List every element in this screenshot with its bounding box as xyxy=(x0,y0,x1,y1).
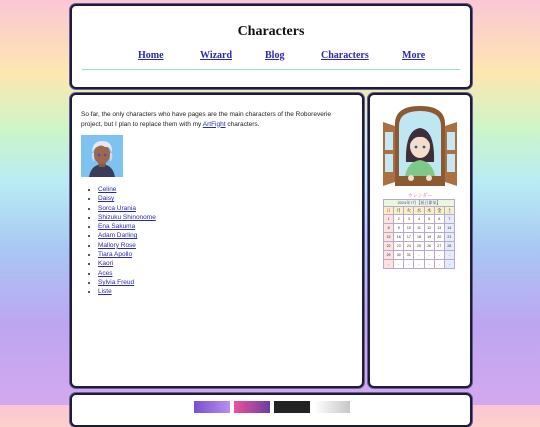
list-item xyxy=(98,269,156,278)
calendar-day: - xyxy=(424,251,434,260)
calendar-day: - xyxy=(444,260,454,269)
page-title: Characters xyxy=(237,24,305,39)
calendar-day: - xyxy=(414,251,424,260)
calendar-day: 20 xyxy=(434,233,444,242)
calendar-day: - xyxy=(444,251,454,260)
calendar-caption: 2024年7月【祝日節気】 xyxy=(383,199,455,206)
header-divider xyxy=(82,69,460,70)
main-content-panel xyxy=(70,93,364,388)
list-item xyxy=(98,222,156,231)
nav-link-blog[interactable]: Blog xyxy=(265,50,285,61)
sidebar-panel xyxy=(368,93,472,388)
footer-badge[interactable] xyxy=(234,401,270,413)
artfight-link[interactable]: ArtFight xyxy=(202,120,226,128)
character-link[interactable]: Celine xyxy=(98,186,117,193)
calendar-weekday: 木 xyxy=(424,207,434,215)
nav-link-more[interactable]: More xyxy=(402,50,426,61)
calendar-day: 23 xyxy=(394,242,404,251)
list-item xyxy=(98,250,156,259)
calendar-day: 12 xyxy=(424,224,434,233)
list-item xyxy=(98,204,156,213)
header-panel xyxy=(70,4,472,89)
list-item xyxy=(98,241,156,250)
calendar-day: 31 xyxy=(404,251,414,260)
calendar-day: 18 xyxy=(414,233,424,242)
calendar-day: 25 xyxy=(414,242,424,251)
calendar-day: 13 xyxy=(434,224,444,233)
list-item xyxy=(98,194,156,203)
calendar-day: - xyxy=(434,260,444,269)
list-item xyxy=(98,231,156,240)
calendar-day: - xyxy=(434,251,444,260)
calendar-week-row xyxy=(384,233,455,242)
character-list xyxy=(88,185,156,297)
calendar-week-row xyxy=(384,242,455,251)
character-link[interactable]: Shizuku Shinonome xyxy=(98,213,156,221)
intro-text: So far, the only characters who have pages are the main characters of the Roboreverie project, but I plan to replace them with my xyxy=(81,111,332,128)
footer-badge[interactable] xyxy=(194,401,230,413)
list-item xyxy=(98,213,156,222)
calendar-day: 27 xyxy=(434,242,444,251)
calendar-day: 28 xyxy=(444,242,454,251)
window-girl-illustration xyxy=(381,102,459,187)
character-link[interactable]: Daisy xyxy=(98,195,115,203)
intro-paragraph xyxy=(81,110,351,129)
calendar-title: カレンダー xyxy=(407,193,433,199)
nav-link-wizard[interactable]: Wizard xyxy=(200,50,233,61)
calendar-day: 24 xyxy=(404,242,414,251)
character-link[interactable]: Liste xyxy=(98,288,112,296)
calendar-day: - xyxy=(414,260,424,269)
avatar-illustration xyxy=(81,135,123,177)
calendar-weekday: 金 xyxy=(434,207,444,215)
footer-badge[interactable] xyxy=(274,401,310,413)
calendar-week-row xyxy=(384,251,455,260)
calendar-day: 11 xyxy=(414,224,424,233)
calendar-day: - xyxy=(404,260,414,269)
calendar-day: 26 xyxy=(424,242,434,251)
calendar-day: 7 xyxy=(444,215,454,224)
calendar-day: 17 xyxy=(404,233,414,242)
calendar-day: 14 xyxy=(444,224,454,233)
calendar-week-row xyxy=(384,215,455,224)
list-item xyxy=(98,278,156,287)
calendar-day: 2 xyxy=(394,215,404,224)
footer-panel xyxy=(70,393,472,427)
calendar-day: - xyxy=(394,260,404,269)
calendar-day: 22 xyxy=(384,242,394,251)
calendar-weekday: 火 xyxy=(404,207,414,215)
calendar-week-row xyxy=(384,224,455,233)
calendar-day: 4 xyxy=(414,215,424,224)
calendar-day: 8 xyxy=(384,224,394,233)
character-link[interactable]: Adam Darling xyxy=(98,232,138,240)
calendar-week-row xyxy=(384,260,455,269)
calendar xyxy=(383,199,455,269)
calendar-weekday: 日 xyxy=(384,207,394,215)
calendar-day: 16 xyxy=(394,233,404,242)
character-link[interactable]: Mallory Rose xyxy=(98,241,136,249)
list-item xyxy=(98,287,156,296)
calendar-day: 9 xyxy=(394,224,404,233)
calendar-day: 15 xyxy=(384,233,394,242)
calendar-day: - xyxy=(424,260,434,269)
calendar-day: 21 xyxy=(444,233,454,242)
calendar-day: 6 xyxy=(434,215,444,224)
character-link[interactable]: Ena Sakuma xyxy=(98,223,136,231)
character-avatar xyxy=(81,135,123,177)
character-link[interactable]: Tiara Apollo xyxy=(98,251,133,259)
intro-text-end: characters. xyxy=(225,120,260,128)
calendar-day: 19 xyxy=(424,233,434,242)
nav-link-home[interactable]: Home xyxy=(138,50,164,61)
character-link[interactable]: Sylvia Freud xyxy=(98,278,135,286)
calendar-weekday-row xyxy=(384,207,455,215)
calendar-weekday: 土 xyxy=(444,207,454,215)
calendar-day: 30 xyxy=(394,251,404,260)
footer-badge[interactable] xyxy=(314,401,350,413)
list-item xyxy=(98,259,156,268)
calendar-weekday: 月 xyxy=(394,207,404,215)
list-item xyxy=(98,185,156,194)
character-link[interactable]: Aces xyxy=(98,269,113,277)
character-link[interactable]: Kaori xyxy=(98,260,114,268)
calendar-day: 29 xyxy=(384,251,394,260)
calendar-day: 10 xyxy=(404,224,414,233)
nav-link-characters[interactable]: Characters xyxy=(321,50,369,61)
calendar-day: - xyxy=(384,260,394,269)
calendar-weekday: 水 xyxy=(414,207,424,215)
calendar-day: 1 xyxy=(384,215,394,224)
calendar-day: 3 xyxy=(404,215,414,224)
calendar-day: 5 xyxy=(424,215,434,224)
character-link[interactable]: Sorca Urania xyxy=(98,204,136,212)
